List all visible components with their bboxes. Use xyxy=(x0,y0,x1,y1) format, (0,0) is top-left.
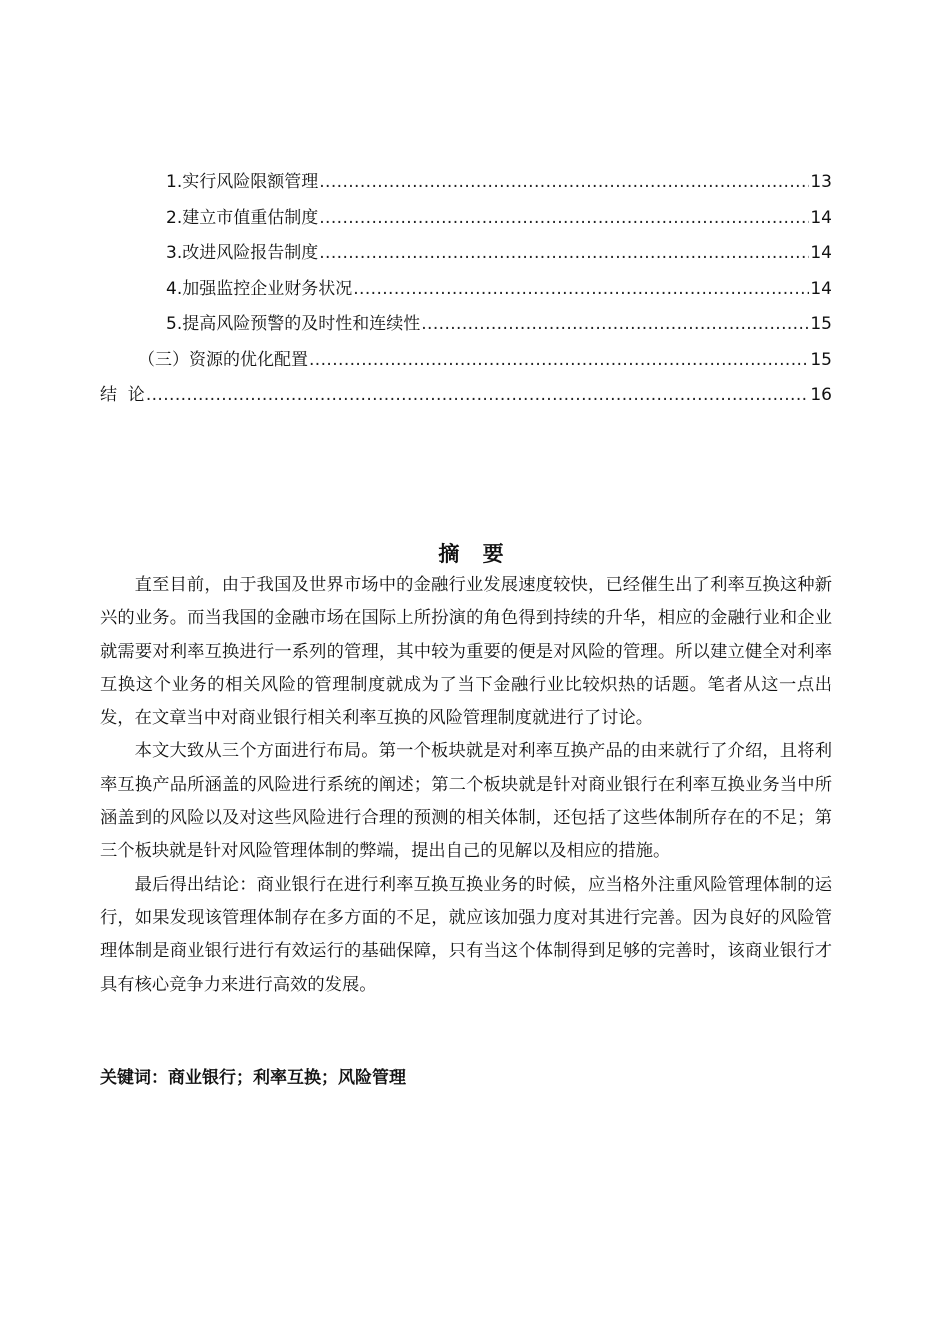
table-of-contents xyxy=(100,167,832,416)
toc-dot-leader xyxy=(309,345,809,375)
toc-entry-page: 15 xyxy=(810,349,832,370)
toc-entry-page: 14 xyxy=(810,207,832,228)
toc-entry-label: 1.实行风险限额管理 xyxy=(166,172,319,192)
toc-entry-label: 结 论 xyxy=(100,385,145,405)
toc-dot-leader xyxy=(319,167,809,197)
toc-entry[interactable] xyxy=(100,238,832,274)
abstract-body xyxy=(100,569,832,1002)
toc-dot-leader xyxy=(146,380,810,410)
abstract-paragraph: 直至目前，由于我国及世界市场中的金融行业发展速度较快，已经催生出了利率互换这种新兴的业务。而当我国的金融市场在国际上所扮演的角色得到持续的升华，相应的金融行业和企业就需要对利率互换进行一系列的管理，其中较为重要的便是对风险的管理。所以建立健全对利率互换这个业务的相关风险的管理制度就成为了当下金融行业比较炽热的话题。笔者从这一点出发，在文章当中对商业银行相关利率互换的风险管理制度就进行了讨论。 xyxy=(100,575,832,729)
abstract-title: 摘 要 xyxy=(438,542,512,566)
toc-entry-label: 4.加强监控企业财务状况 xyxy=(166,278,353,299)
abstract-paragraph: 最后得出结论：商业银行在进行利率互换互换业务的时候，应当格外注重风险管理体制的运行，如果发现该管理体制存在多方面的不足，就应该加强力度对其进行完善。因为良好的风险管理体制是商业银行进行有效运行的基础保障，只有当这个体制得到足够的完善时，该商业银行才具有核心竞争力来进行高效的发展。 xyxy=(100,874,832,995)
keywords-line: 关键词：商业银行；利率互换；风险管理 xyxy=(100,1068,406,1088)
toc-entry-page: 14 xyxy=(810,278,832,299)
toc-entry-label: 2.建立市值重估制度 xyxy=(166,207,319,228)
toc-entry[interactable] xyxy=(100,309,832,345)
toc-dot-leader xyxy=(421,309,809,339)
toc-entry-page: 16 xyxy=(810,385,832,405)
toc-dot-leader xyxy=(319,238,809,268)
toc-entry[interactable] xyxy=(100,167,832,203)
toc-entry-label: 5.提高风险预警的及时性和连续性 xyxy=(166,314,421,334)
toc-entry[interactable] xyxy=(100,380,832,416)
toc-entry-page: 14 xyxy=(810,243,832,263)
toc-dot-leader xyxy=(353,274,809,304)
toc-entry[interactable] xyxy=(100,203,832,239)
toc-entry-page: 13 xyxy=(810,172,832,192)
abstract-paragraph: 本文大致从三个方面进行布局。第一个板块就是对利率互换产品的由来就行了介绍，且将利率互换产品所涵盖的风险进行系统的阐述；第二个板块就是针对商业银行在利率互换业务当中所涵盖到的风险以及对这些风险进行合理的预测的相关体制，还包括了这些体制所存在的不足；第三个板块就是针对风险管理体制的弊端，提出自己的见解以及相应的措施。 xyxy=(100,741,832,862)
toc-entry[interactable] xyxy=(100,274,832,310)
toc-entry[interactable] xyxy=(100,345,832,381)
toc-entry-label: （三）资源的优化配置 xyxy=(138,349,308,370)
toc-entry-page: 15 xyxy=(810,314,832,334)
toc-entry-label: 3.改进风险报告制度 xyxy=(166,243,319,263)
toc-dot-leader xyxy=(319,203,809,233)
